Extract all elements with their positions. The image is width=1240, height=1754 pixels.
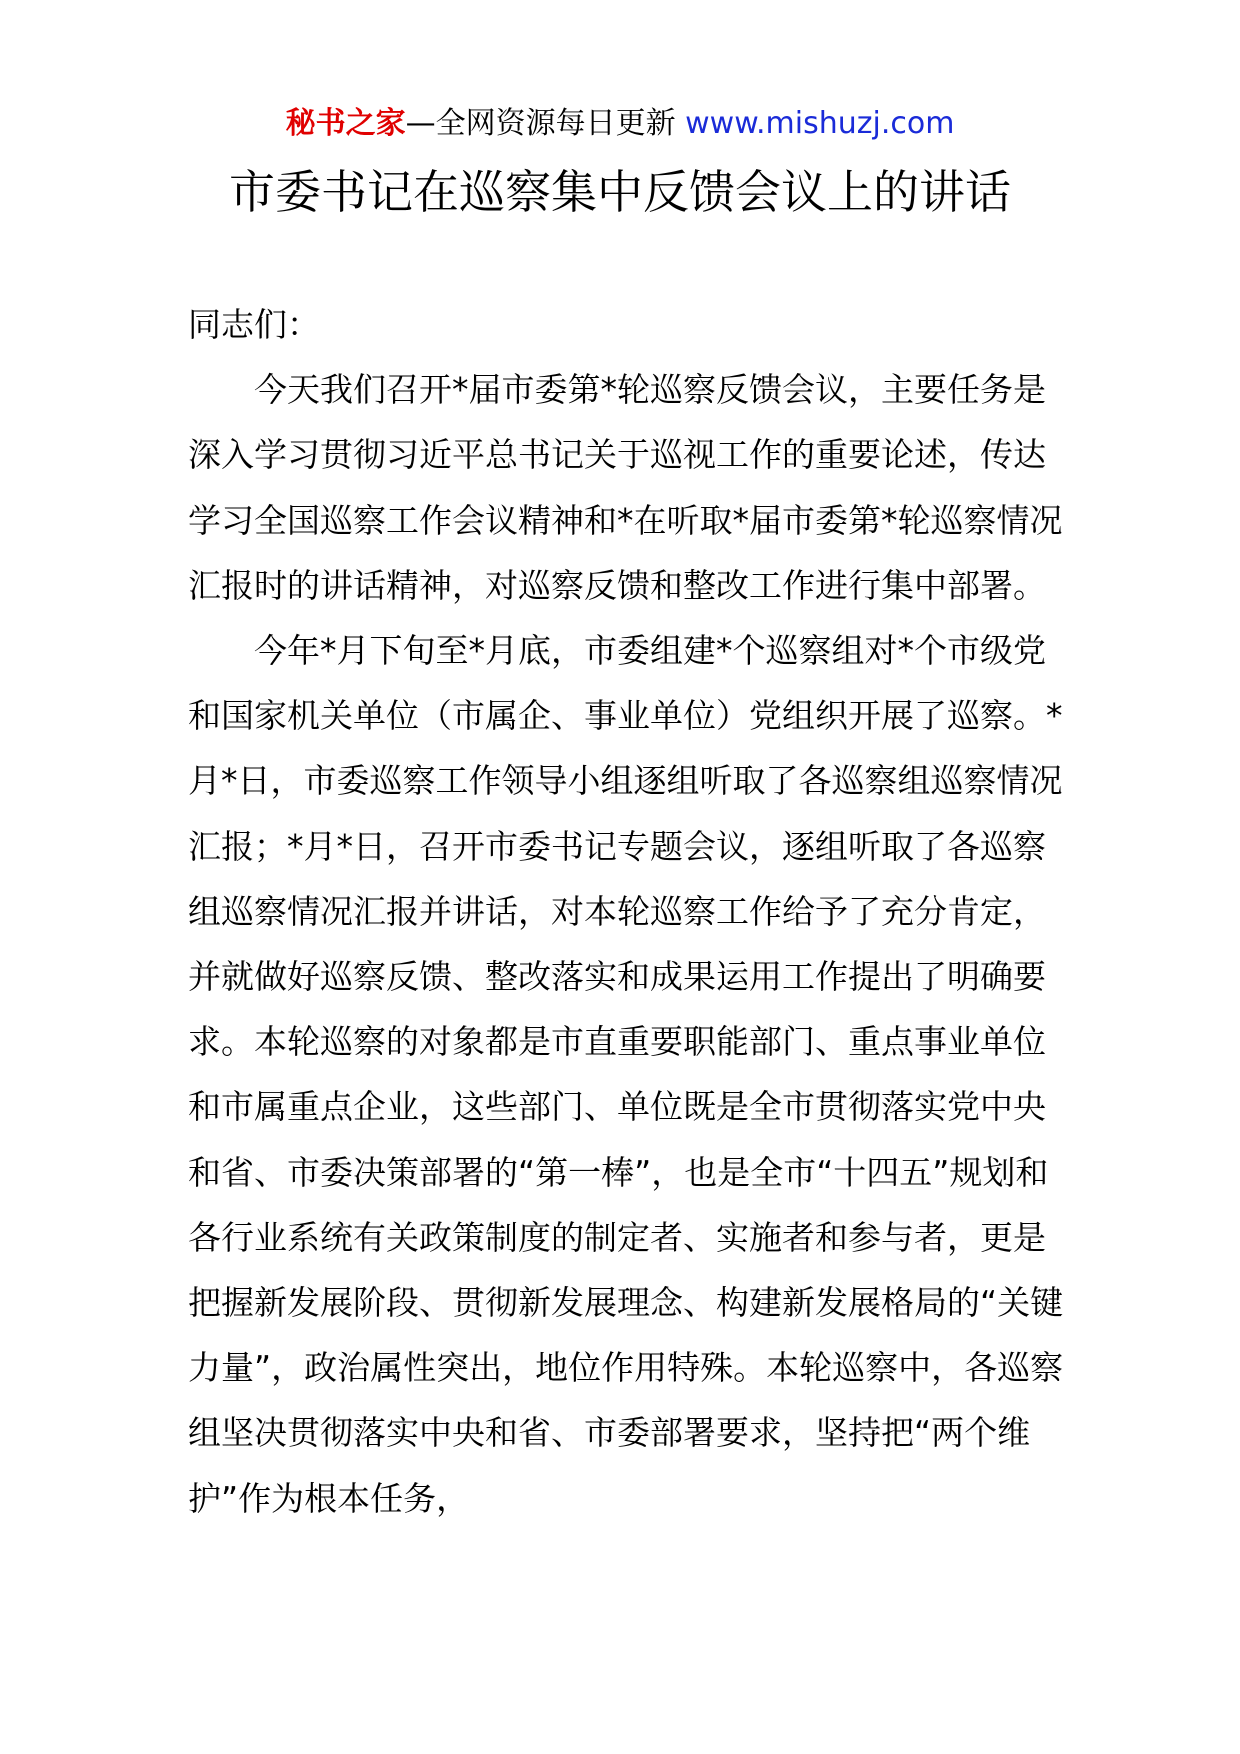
paragraph-1: 今天我们召开*届市委第*轮巡察反馈会议，主要任务是深入学习贯彻习近平总书记关于巡视工作的重要论述，传达学习全国巡察工作会议精神和*在听取*届市委第*轮巡察情况汇报时的讲话精神，对巡察反馈和整改工作进行集中部署。 [188, 370, 1063, 605]
site-url-link[interactable]: www.mishuzj.com [685, 106, 955, 141]
site-header [0, 102, 1240, 146]
document-title: 市委书记在巡察集中反馈会议上的讲话 [229, 165, 1011, 219]
site-brand: 秘书之家 [285, 106, 406, 141]
salutation: 同志们： [188, 305, 320, 344]
site-tagline: —全网资源每日更新 [405, 106, 686, 141]
paragraph-2: 今年*月下旬至*月底，市委组建*个巡察组对*个市级党和国家机关单位（市属企、事业单位）党组织开展了巡察。*月*日，市委巡察工作领导小组逐组听取了各巡察组巡察情况汇报；*月*日，召开市委书记专题会议，逐组听取了各巡察组巡察情况汇报并讲话，对本轮巡察工作给予了充分肯定，并就做好巡察反馈、整改落实和成果运用工作提出了明确要求。本轮巡察的对象都是市直重要职能部门、重点事业单位和市属重点企业，这些部门、单位既是全市贯彻落实党中央和省、市委决策部署的“第一棒”，也是全市“十四五”规划和各行业系统有关政策制度的制定者、实施者和参与者，更是把握新发展阶段、贯彻新发展理念、构建新发展格局的“关键力量”，政治属性突出，地位作用特殊。本轮巡察中，各巡察组坚决贯彻落实中央和省、市委部署要求，坚持把“两个维护”作为根本任务， [188, 631, 1064, 1518]
document-body [188, 292, 1068, 1531]
